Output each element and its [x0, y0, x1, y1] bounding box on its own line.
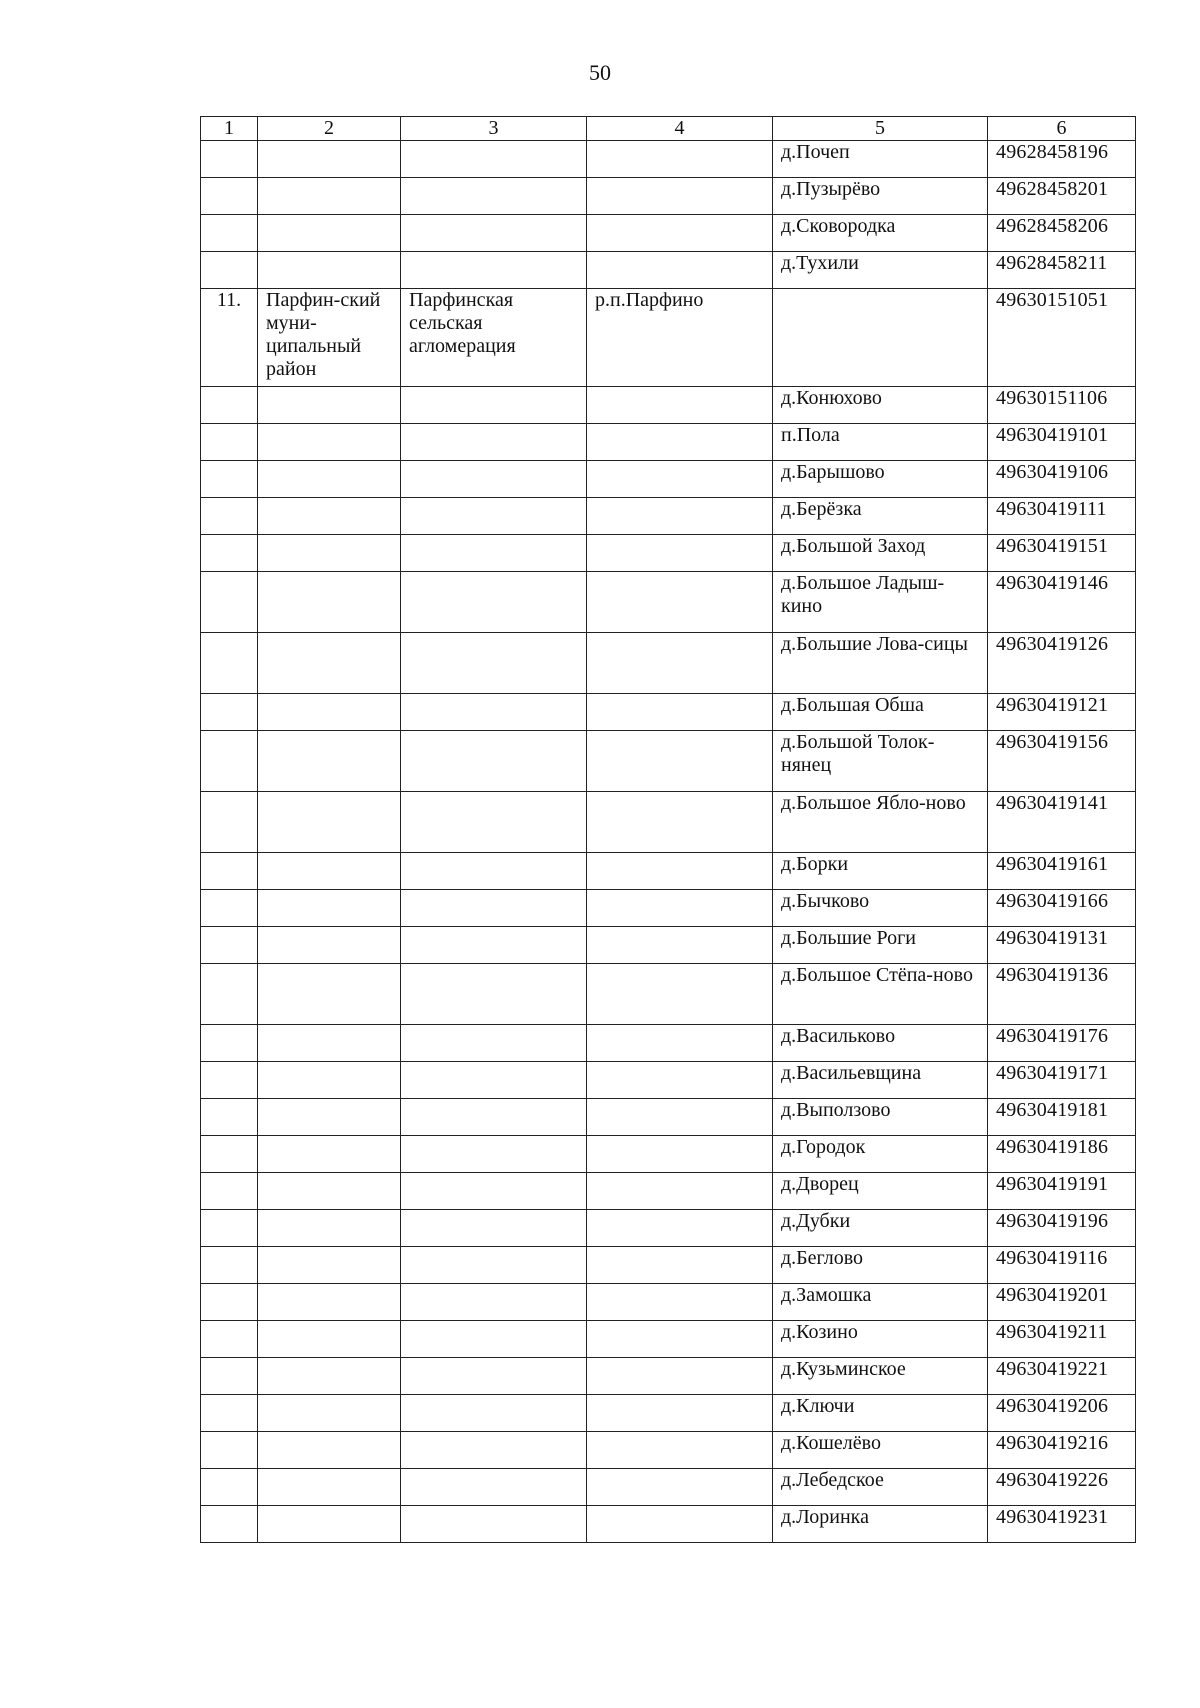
table-row: [201, 927, 1136, 964]
center-name-cell: [587, 572, 773, 633]
row-number-cell: [201, 1469, 258, 1506]
center-name-cell: [587, 853, 773, 890]
agglomeration-name-cell: [401, 1210, 587, 1247]
oktmo-code-cell: 49630419126: [988, 633, 1136, 694]
settlement-name-cell: д.Лебедское: [773, 1469, 988, 1506]
center-name-cell: [587, 792, 773, 853]
row-number-cell: [201, 424, 258, 461]
row-number-cell: [201, 853, 258, 890]
agglomeration-name-cell: [401, 572, 587, 633]
table-row: [201, 461, 1136, 498]
district-name-cell: [258, 1284, 401, 1321]
agglomeration-name-cell: [401, 1136, 587, 1173]
oktmo-code-cell: 49630419206: [988, 1395, 1136, 1432]
table-header-row: [201, 117, 1136, 141]
row-number-cell: [201, 498, 258, 535]
settlement-name-cell: д.Берёзка: [773, 498, 988, 535]
oktmo-code-cell: 49630419186: [988, 1136, 1136, 1173]
agglomeration-name-cell: [401, 387, 587, 424]
table-row: [201, 1136, 1136, 1173]
agglomeration-name-cell: [401, 498, 587, 535]
center-name-cell: [587, 461, 773, 498]
center-name-cell: [587, 1506, 773, 1543]
oktmo-code-cell: 49628458211: [988, 252, 1136, 289]
oktmo-code-cell: 49630419171: [988, 1062, 1136, 1099]
settlement-name-cell: д.Замошка: [773, 1284, 988, 1321]
settlement-name-cell: [773, 289, 988, 387]
table-row: [201, 1173, 1136, 1210]
oktmo-code-cell: 49630419176: [988, 1025, 1136, 1062]
row-number-cell: [201, 178, 258, 215]
settlement-name-cell: д.Выползово: [773, 1099, 988, 1136]
row-number-cell: [201, 1173, 258, 1210]
settlement-name-cell: д.Барышово: [773, 461, 988, 498]
district-name-cell: [258, 1432, 401, 1469]
table-row: [201, 1395, 1136, 1432]
row-number-cell: 11.: [201, 289, 258, 387]
center-name-cell: [587, 1062, 773, 1099]
settlement-name-cell: д.Большое Ладыш-кино: [773, 572, 988, 633]
district-name-cell: [258, 1358, 401, 1395]
district-name-cell: [258, 1099, 401, 1136]
district-name-cell: [258, 633, 401, 694]
agglomeration-name-cell: [401, 927, 587, 964]
settlement-name-cell: д.Бычково: [773, 890, 988, 927]
row-number-cell: [201, 461, 258, 498]
row-number-cell: [201, 633, 258, 694]
settlement-name-cell: д.Большие Лова-сицы: [773, 633, 988, 694]
agglomeration-name-cell: Парфинская сельская агломерация: [401, 289, 587, 387]
row-number-cell: [201, 1210, 258, 1247]
oktmo-code-cell: 49628458196: [988, 141, 1136, 178]
oktmo-code-cell: 49630419196: [988, 1210, 1136, 1247]
table-row: [201, 1284, 1136, 1321]
agglomeration-name-cell: [401, 1062, 587, 1099]
row-number-cell: [201, 387, 258, 424]
table-row: [201, 215, 1136, 252]
agglomeration-name-cell: [401, 1099, 587, 1136]
row-number-cell: [201, 1099, 258, 1136]
oktmo-code-cell: 49630419146: [988, 572, 1136, 633]
center-name-cell: р.п.Парфино: [587, 289, 773, 387]
table-row: [201, 633, 1136, 694]
agglomeration-name-cell: [401, 964, 587, 1025]
table-body: [201, 141, 1136, 1543]
agglomeration-name-cell: [401, 1247, 587, 1284]
column-header: 4: [587, 117, 773, 141]
district-name-cell: [258, 572, 401, 633]
district-name-cell: [258, 1395, 401, 1432]
oktmo-code-cell: 49630419221: [988, 1358, 1136, 1395]
oktmo-code-cell: 49630419231: [988, 1506, 1136, 1543]
agglomeration-name-cell: [401, 1173, 587, 1210]
table-row: [201, 890, 1136, 927]
district-name-cell: [258, 1506, 401, 1543]
settlement-name-cell: д.Большая Обша: [773, 694, 988, 731]
row-number-cell: [201, 927, 258, 964]
settlement-name-cell: д.Васильевщина: [773, 1062, 988, 1099]
table-row: [201, 853, 1136, 890]
oktmo-code-cell: 49630419106: [988, 461, 1136, 498]
settlement-name-cell: д.Сковородка: [773, 215, 988, 252]
agglomeration-name-cell: [401, 731, 587, 792]
settlement-name-cell: д.Кузьминское: [773, 1358, 988, 1395]
center-name-cell: [587, 1025, 773, 1062]
district-name-cell: [258, 1321, 401, 1358]
row-number-cell: [201, 572, 258, 633]
row-number-cell: [201, 1136, 258, 1173]
column-header: 3: [401, 117, 587, 141]
settlement-name-cell: д.Лоринка: [773, 1506, 988, 1543]
oktmo-code-cell: 49630419116: [988, 1247, 1136, 1284]
oktmo-code-cell: 49630419131: [988, 927, 1136, 964]
district-name-cell: [258, 387, 401, 424]
district-name-cell: [258, 731, 401, 792]
settlement-name-cell: д.Большой Заход: [773, 535, 988, 572]
agglomeration-name-cell: [401, 1284, 587, 1321]
settlement-name-cell: д.Почеп: [773, 141, 988, 178]
table-row: [201, 1210, 1136, 1247]
oktmo-code-cell: 49630419161: [988, 853, 1136, 890]
center-name-cell: [587, 1173, 773, 1210]
oktmo-code-cell: 49630419121: [988, 694, 1136, 731]
agglomeration-name-cell: [401, 1432, 587, 1469]
agglomeration-name-cell: [401, 1321, 587, 1358]
settlement-name-cell: д.Козино: [773, 1321, 988, 1358]
row-number-cell: [201, 252, 258, 289]
row-number-cell: [201, 1247, 258, 1284]
column-header: 1: [201, 117, 258, 141]
settlement-name-cell: д.Дубки: [773, 1210, 988, 1247]
table-row: [201, 694, 1136, 731]
settlement-name-cell: д.Дворец: [773, 1173, 988, 1210]
center-name-cell: [587, 927, 773, 964]
table-row: [201, 1099, 1136, 1136]
table-row: [201, 1062, 1136, 1099]
center-name-cell: [587, 1432, 773, 1469]
row-number-cell: [201, 1432, 258, 1469]
settlement-name-cell: д.Тухили: [773, 252, 988, 289]
district-name-cell: [258, 141, 401, 178]
center-name-cell: [587, 1321, 773, 1358]
district-name-cell: [258, 1136, 401, 1173]
column-header: 5: [773, 117, 988, 141]
oktmo-code-cell: 49630419211: [988, 1321, 1136, 1358]
table-row: [201, 731, 1136, 792]
settlement-name-cell: д.Кошелёво: [773, 1432, 988, 1469]
agglomeration-name-cell: [401, 535, 587, 572]
oktmo-code-cell: 49630419166: [988, 890, 1136, 927]
district-name-cell: [258, 252, 401, 289]
row-number-cell: [201, 1395, 258, 1432]
table-row: [201, 498, 1136, 535]
district-name-cell: [258, 890, 401, 927]
district-name-cell: [258, 178, 401, 215]
district-name-cell: [258, 694, 401, 731]
oktmo-code-cell: 49630419156: [988, 731, 1136, 792]
center-name-cell: [587, 1395, 773, 1432]
settlement-name-cell: д.Пузырёво: [773, 178, 988, 215]
center-name-cell: [587, 535, 773, 572]
agglomeration-name-cell: [401, 1395, 587, 1432]
table-row: [201, 1469, 1136, 1506]
center-name-cell: [587, 178, 773, 215]
agglomeration-name-cell: [401, 1506, 587, 1543]
center-name-cell: [587, 1469, 773, 1506]
district-name-cell: [258, 215, 401, 252]
center-name-cell: [587, 215, 773, 252]
settlement-name-cell: д.Васильково: [773, 1025, 988, 1062]
settlement-name-cell: д.Городок: [773, 1136, 988, 1173]
district-name-cell: [258, 498, 401, 535]
agglomeration-name-cell: [401, 890, 587, 927]
table-row: [201, 572, 1136, 633]
table-row: [201, 178, 1136, 215]
row-number-cell: [201, 215, 258, 252]
district-name-cell: [258, 1210, 401, 1247]
district-name-cell: [258, 424, 401, 461]
oktmo-code-cell: 49630419181: [988, 1099, 1136, 1136]
settlement-name-cell: д.Большой Толок-нянец: [773, 731, 988, 792]
agglomeration-name-cell: [401, 141, 587, 178]
center-name-cell: [587, 141, 773, 178]
oktmo-code-cell: 49630419191: [988, 1173, 1136, 1210]
table-row: [201, 1025, 1136, 1062]
settlements-table: [200, 116, 1136, 1543]
row-number-cell: [201, 1321, 258, 1358]
center-name-cell: [587, 964, 773, 1025]
table-row: [201, 1358, 1136, 1395]
agglomeration-name-cell: [401, 1025, 587, 1062]
district-name-cell: [258, 1062, 401, 1099]
center-name-cell: [587, 252, 773, 289]
table-row: [201, 964, 1136, 1025]
page-number: 50: [589, 60, 611, 85]
settlement-name-cell: д.Борки: [773, 853, 988, 890]
center-name-cell: [587, 1358, 773, 1395]
district-name-cell: [258, 964, 401, 1025]
center-name-cell: [587, 1247, 773, 1284]
center-name-cell: [587, 694, 773, 731]
table-row: [201, 424, 1136, 461]
settlement-name-cell: д.Большие Роги: [773, 927, 988, 964]
column-header: 2: [258, 117, 401, 141]
agglomeration-name-cell: [401, 1358, 587, 1395]
agglomeration-name-cell: [401, 694, 587, 731]
district-name-cell: [258, 461, 401, 498]
oktmo-code-cell: 49630151106: [988, 387, 1136, 424]
table-row: [201, 141, 1136, 178]
agglomeration-name-cell: [401, 1469, 587, 1506]
center-name-cell: [587, 1136, 773, 1173]
oktmo-code-cell: 49630419141: [988, 792, 1136, 853]
center-name-cell: [587, 731, 773, 792]
center-name-cell: [587, 387, 773, 424]
agglomeration-name-cell: [401, 215, 587, 252]
district-name-cell: [258, 1025, 401, 1062]
table-row: [201, 1432, 1136, 1469]
agglomeration-name-cell: [401, 853, 587, 890]
settlement-name-cell: д.Конюхово: [773, 387, 988, 424]
settlement-name-cell: д.Ключи: [773, 1395, 988, 1432]
oktmo-code-cell: 49630419226: [988, 1469, 1136, 1506]
district-name-cell: [258, 792, 401, 853]
center-name-cell: [587, 1099, 773, 1136]
center-name-cell: [587, 633, 773, 694]
oktmo-code-cell: 49630419111: [988, 498, 1136, 535]
oktmo-code-cell: 49630419151: [988, 535, 1136, 572]
table-row: [201, 252, 1136, 289]
oktmo-code-cell: 49630419136: [988, 964, 1136, 1025]
table-row: [201, 387, 1136, 424]
agglomeration-name-cell: [401, 461, 587, 498]
column-header: 6: [988, 117, 1136, 141]
settlement-name-cell: п.Пола: [773, 424, 988, 461]
district-name-cell: [258, 853, 401, 890]
oktmo-code-cell: 49630419216: [988, 1432, 1136, 1469]
oktmo-code-cell: 49628458201: [988, 178, 1136, 215]
oktmo-code-cell: 49630419201: [988, 1284, 1136, 1321]
agglomeration-name-cell: [401, 792, 587, 853]
table-row: [201, 1247, 1136, 1284]
agglomeration-name-cell: [401, 252, 587, 289]
table-row: [201, 1321, 1136, 1358]
row-number-cell: [201, 1358, 258, 1395]
row-number-cell: [201, 964, 258, 1025]
center-name-cell: [587, 890, 773, 927]
row-number-cell: [201, 890, 258, 927]
table-row: [201, 792, 1136, 853]
district-name-cell: [258, 927, 401, 964]
row-number-cell: [201, 141, 258, 178]
agglomeration-name-cell: [401, 178, 587, 215]
row-number-cell: [201, 535, 258, 572]
district-name-cell: Парфин-ский муни-ципальный район: [258, 289, 401, 387]
row-number-cell: [201, 731, 258, 792]
row-number-cell: [201, 1506, 258, 1543]
agglomeration-name-cell: [401, 424, 587, 461]
district-name-cell: [258, 1247, 401, 1284]
row-number-cell: [201, 1284, 258, 1321]
oktmo-code-cell: 49628458206: [988, 215, 1136, 252]
table-row: [201, 535, 1136, 572]
district-name-cell: [258, 1173, 401, 1210]
settlement-name-cell: д.Большое Стёпа-ново: [773, 964, 988, 1025]
center-name-cell: [587, 424, 773, 461]
center-name-cell: [587, 1284, 773, 1321]
center-name-cell: [587, 498, 773, 535]
settlement-name-cell: д.Беглово: [773, 1247, 988, 1284]
table-row: [201, 289, 1136, 387]
row-number-cell: [201, 694, 258, 731]
center-name-cell: [587, 1210, 773, 1247]
row-number-cell: [201, 792, 258, 853]
agglomeration-name-cell: [401, 633, 587, 694]
district-name-cell: [258, 1469, 401, 1506]
oktmo-code-cell: 49630419101: [988, 424, 1136, 461]
table-row: [201, 1506, 1136, 1543]
row-number-cell: [201, 1025, 258, 1062]
oktmo-code-cell: 49630151051: [988, 289, 1136, 387]
settlement-name-cell: д.Большое Ябло-ново: [773, 792, 988, 853]
row-number-cell: [201, 1062, 258, 1099]
district-name-cell: [258, 535, 401, 572]
